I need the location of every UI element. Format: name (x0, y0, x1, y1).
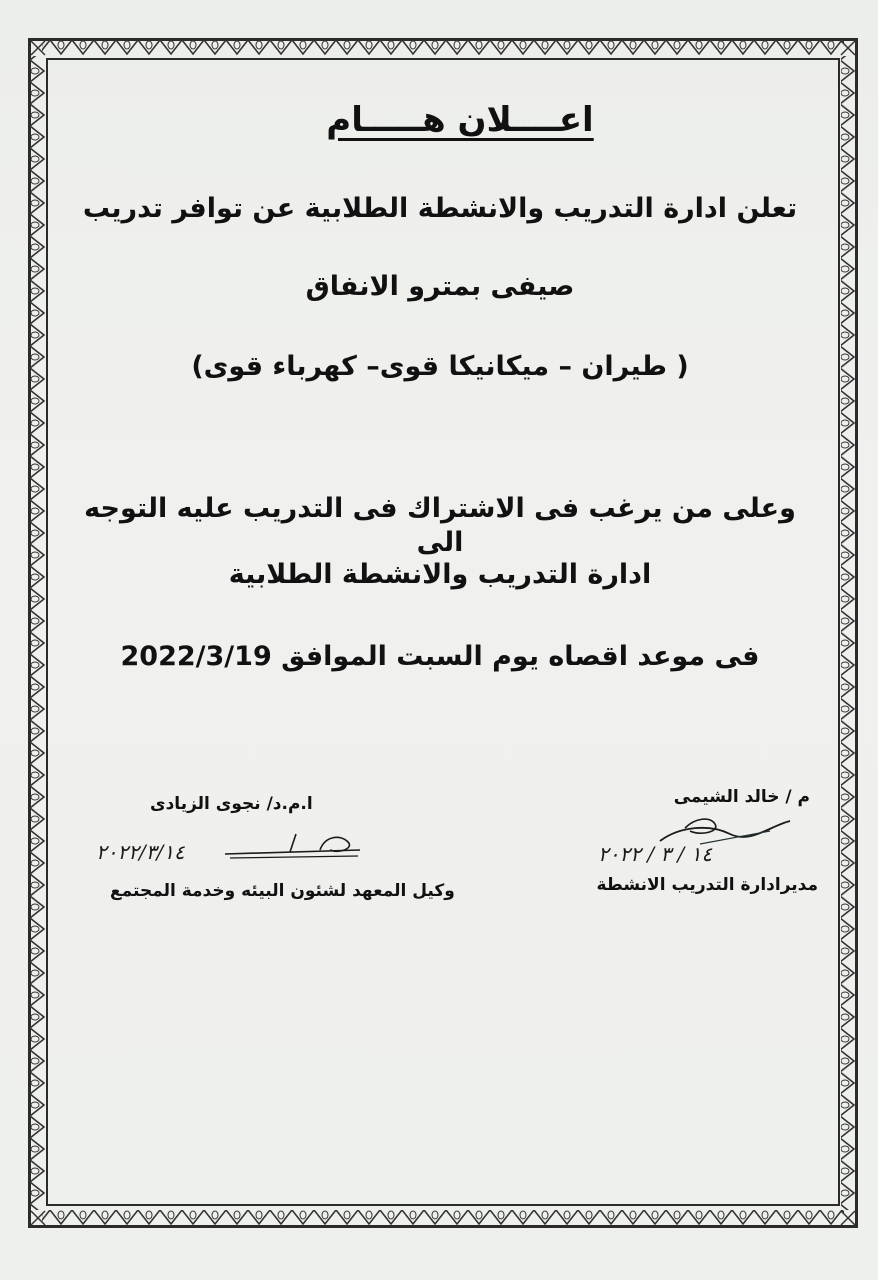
announcement-line-6: فى موعد اقصاه يوم السبت الموافق 2022/3/19 (120, 641, 760, 672)
announcement-title: اعــــلان هـــــام (326, 100, 594, 140)
announcement-line-2: صيفى بمترو الانفاق (305, 271, 575, 302)
announcement-line-5: ادارة التدريب والانشطة الطلابية (228, 559, 652, 590)
announcement-line-1: تعلن ادارة التدريب والانشطة الطلابية عن توافر تدريب (82, 193, 798, 224)
announcement-body (80, 100, 800, 672)
announcement-line-4: وعلى من يرغب فى الاشتراك فى التدريب عليه التوجه الى (84, 493, 796, 558)
announcement-line-3: ( طيران – ميكانيكا قوى– كهرباء قوى) (191, 351, 689, 382)
inner-border (46, 58, 840, 1206)
left-signatory-role: وكيل المعهد لشئون البيئه وخدمة المجتمع (110, 881, 455, 901)
left-signatory-name: ا.م.د/ نجوى الزيادى (150, 794, 313, 814)
right-signatory-role: مديرادارة التدريب الانشطة (596, 875, 818, 895)
right-signatory-name: م / خالد الشيمى (673, 787, 810, 807)
left-handwritten-signature (220, 828, 370, 864)
right-handwritten-date: ١٤ / ٣ / ٢٠٢٢ (598, 842, 713, 866)
left-handwritten-date: ٢٠٢٢/٣/١٤ (96, 840, 185, 864)
